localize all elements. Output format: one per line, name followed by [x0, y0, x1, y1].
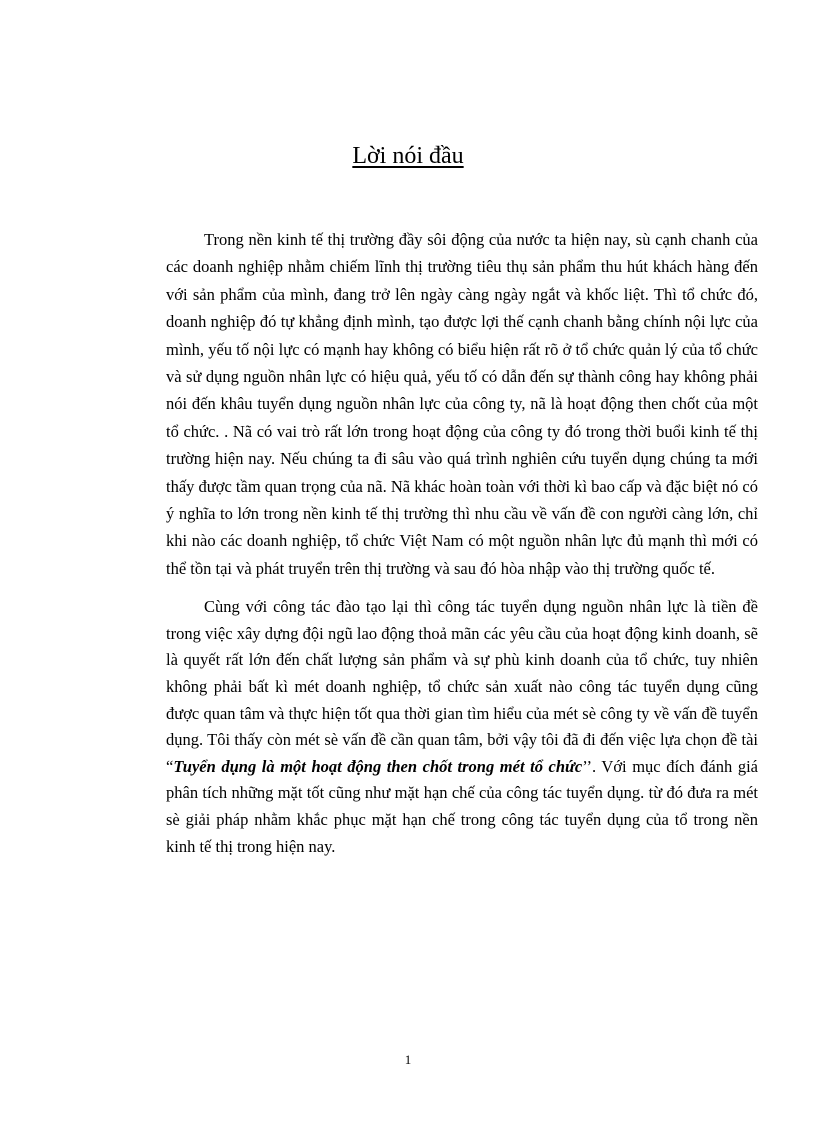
paragraph-2-text-before: Cùng với công tác đào tạo lại thì công tác tuyển dụng nguồn nhân lực là tiền đề trong việc xây dựng đội ngũ lao động thoả mãn các yêu cầu của hoạt động kinh doanh, sẽ là quyết rất lớn đến chất lượng sản phẩm và sự phù kinh doanh của tổ chức, tuy nhiên không phải bất kì mét doanh nghiệp, tổ chức sản xuất nào công tác tuyển dụng cũng được quan tâm và thực hiện tốt qua thời gian tìm hiểu của mét sè công ty về vấn đề tuyển dụng. Tôi thấy còn mét sè vấn đề cần quan tâm, bởi vậy tôi đã đi đến việc lựa chọn đề tài “: [166, 597, 758, 776]
document-body: [166, 226, 758, 860]
paragraph-1: Trong nền kinh tế thị trường đầy sôi động của nước ta hiện nay, sù cạnh chanh của các doanh nghiệp nhằm chiếm lĩnh thị trường tiêu thụ sản phẩm thu hút khách hàng đến với sản phẩm của mình, đang trở lên ngày càng ngày ngắt và khốc liệt. Thì tổ chức đó, doanh nghiệp đó tự khẳng định mình, tạo được lợi thế cạnh chanh bằng chính nội lực của mình, yếu tố nội lực có mạnh hay không có biểu hiện rất rõ ở tổ chức quản lý của tổ chức và sử dụng nguồn nhân lực có hiệu quả, yếu tố có dẫn đến sự thành công hay không phải nói đến khâu tuyển dụng nguồn nhân lực của công ty, nã là hoạt động then chốt của một tổ chức. . Nã có vai trò rất lớn trong hoạt động của công ty đó trong thời buổi kinh tế thị trường hiện nay. Nếu chúng ta đi sâu vào quá trình nghiên cứu tuyển dụng chúng ta mới thấy được tầm quan trọng của nã. Nã khác hoàn toàn với thời kì bao cấp và đặc biệt nó có ý nghĩa to lớn trong nền kinh tế thị trường thì nhu cầu về vấn đề con người càng lớn, chỉ khi nào các doanh nghiệp, tổ chức Việt Nam có một nguồn nhân lực đủ mạnh thì mới có thể tồn tại và phát truyển trên thị trường và sau đó hòa nhập vào thị trường quốc tế.: [166, 230, 758, 578]
page-number: 1: [404, 1052, 412, 1067]
thesis-title-emphasis: Tuyển dụng là một hoạt động then chốt trong mét tổ chức: [173, 756, 583, 776]
page-title: Lời nói đầu: [352, 143, 464, 169]
paragraph-2-text-after: ’’. Với mục đích đánh giá phân tích những mặt tốt cũng như mặt hạn chế của công tác tuyển dụng. từ đó đưa ra mét sè giải pháp nhằm khắc phục mặt hạn chế trong công tác tuyển dụng của tổ trong nền kinh tế thị trong hiện nay.: [166, 756, 758, 856]
paragraph-2: [166, 594, 758, 860]
